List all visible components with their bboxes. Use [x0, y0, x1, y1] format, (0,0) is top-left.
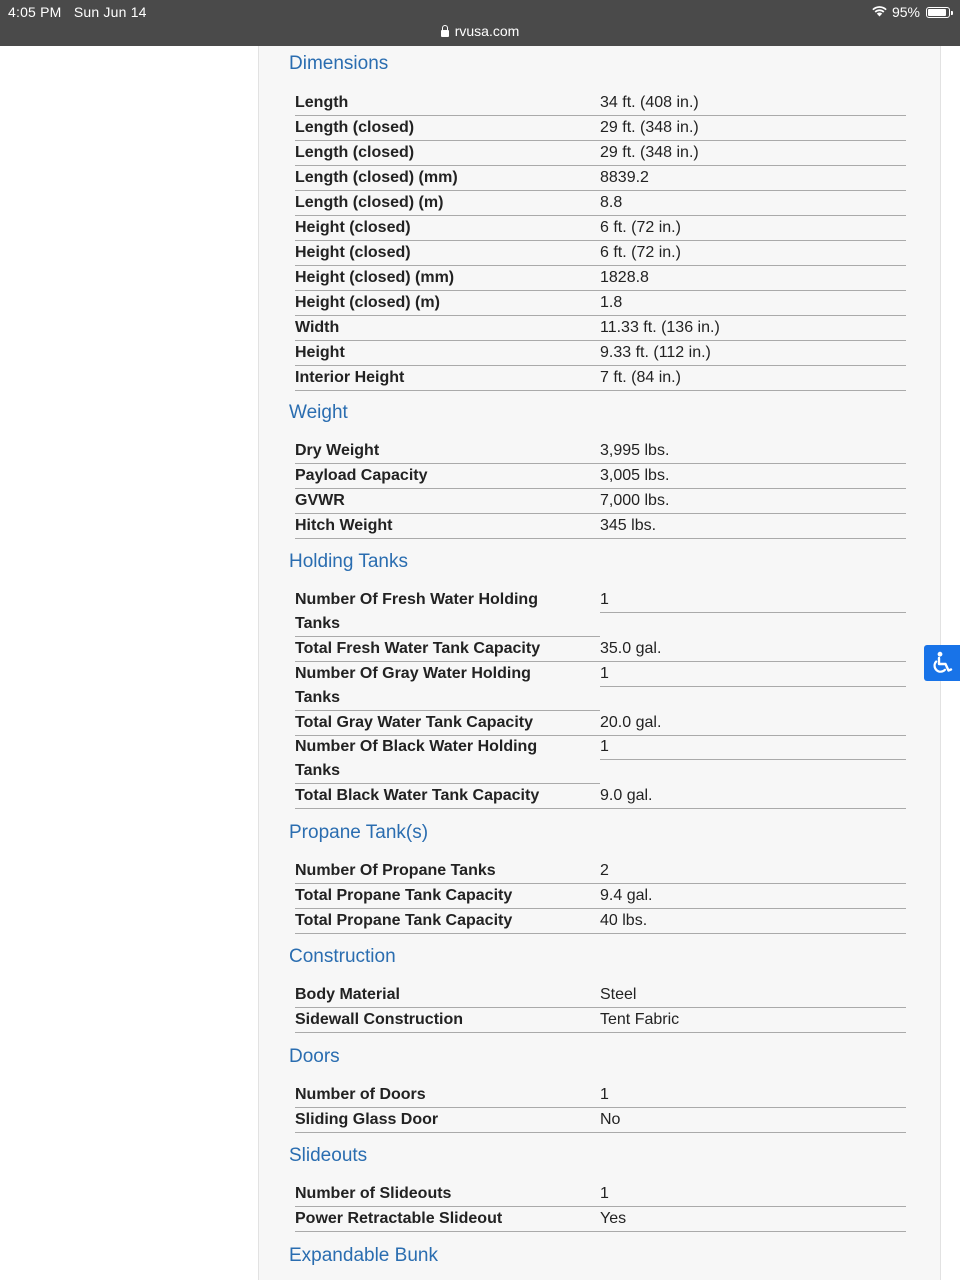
spec-value: Tent Fabric: [600, 1008, 906, 1033]
spec-label: Number Of Black Water Holding Tanks: [295, 735, 600, 784]
status-date: Sun Jun 14: [73, 4, 147, 20]
spec-label: Height (closed): [295, 241, 600, 266]
spec-value: 3,995 lbs.: [600, 439, 906, 464]
spec-label: Number Of Gray Water Holding Tanks: [295, 662, 600, 711]
spec-value: 1: [600, 662, 906, 687]
spec-value: 9.33 ft. (112 in.): [600, 341, 906, 366]
spec-label: Height (closed) (mm): [295, 266, 600, 291]
spec-value: 1828.8: [600, 266, 906, 291]
spec-label: Length (closed) (m): [295, 191, 600, 216]
spec-value: 345 lbs.: [600, 514, 906, 539]
spec-value: 34 ft. (408 in.): [600, 91, 906, 116]
spec-value: 1: [600, 1083, 906, 1108]
spec-label: Payload Capacity: [295, 464, 600, 489]
spec-value: 29 ft. (348 in.): [600, 116, 906, 141]
spec-value: 35.0 gal.: [600, 637, 906, 662]
spec-label: Sidewall Construction: [295, 1008, 600, 1033]
spec-label: Length (closed): [295, 116, 600, 141]
spec-label: Sliding Glass Door: [295, 1108, 600, 1133]
spec-label: Height (closed) (m): [295, 291, 600, 316]
spec-value: 8.8: [600, 191, 906, 216]
lock-icon: [441, 30, 449, 37]
spec-label: Total Gray Water Tank Capacity: [295, 711, 600, 736]
spec-value: 2: [600, 859, 906, 884]
spec-label: Number of Doors: [295, 1083, 600, 1108]
spec-label: Height (closed): [295, 216, 600, 241]
spec-label: GVWR: [295, 489, 600, 514]
spec-value: 1: [600, 588, 906, 613]
spec-value: Steel: [600, 983, 906, 1008]
spec-label: Power Retractable Slideout: [295, 1207, 600, 1232]
spec-label: Number Of Fresh Water Holding Tanks: [295, 588, 600, 637]
battery-level: [928, 9, 946, 16]
spec-label: Height: [295, 341, 600, 366]
spec-label: Number Of Propane Tanks: [295, 859, 600, 884]
wifi-icon: [871, 4, 888, 20]
spec-label: Total Black Water Tank Capacity: [295, 784, 600, 809]
spec-label: Length: [295, 91, 600, 116]
spec-label: Length (closed) (mm): [295, 166, 600, 191]
section-title: Weight: [289, 402, 348, 423]
spec-value: 9.0 gal.: [600, 784, 906, 809]
url-text: rvusa.com: [454, 23, 520, 39]
section-title: Slideouts: [289, 1145, 368, 1166]
spec-label: Number of Slideouts: [295, 1182, 600, 1207]
spec-value: 6 ft. (72 in.): [600, 241, 906, 266]
specs-panel: [258, 46, 941, 1280]
spec-label: Length (closed): [295, 141, 600, 166]
spec-value: 20.0 gal.: [600, 711, 906, 736]
spec-value: 6 ft. (72 in.): [600, 216, 906, 241]
status-time-date: [8, 4, 147, 20]
spec-value: 1: [600, 735, 906, 760]
spec-value: 1: [600, 1182, 906, 1207]
spec-value: 3,005 lbs.: [600, 464, 906, 489]
spec-value: 40 lbs.: [600, 909, 906, 934]
spec-value: 8839.2: [600, 166, 906, 191]
spec-label: Dry Weight: [295, 439, 600, 464]
section-title: Dimensions: [289, 53, 389, 74]
spec-value: Yes: [600, 1207, 906, 1232]
spec-value: 7,000 lbs.: [600, 489, 906, 514]
spec-value: 7 ft. (84 in.): [600, 366, 906, 391]
spec-value: 11.33 ft. (136 in.): [600, 316, 906, 341]
spec-label: Hitch Weight: [295, 514, 600, 539]
accessibility-icon: [931, 651, 953, 675]
spec-value: 1.8: [600, 291, 906, 316]
section-title: Construction: [289, 946, 396, 967]
section-title: Expandable Bunk: [289, 1245, 438, 1266]
status-indicators: [871, 4, 950, 20]
section-title: Propane Tank(s): [289, 822, 429, 843]
spec-label: Total Fresh Water Tank Capacity: [295, 637, 600, 662]
accessibility-button[interactable]: [924, 645, 960, 681]
spec-label: Interior Height: [295, 366, 600, 391]
spec-label: Width: [295, 316, 600, 341]
battery-icon: [926, 7, 950, 18]
spec-value: No: [600, 1108, 906, 1133]
spec-label: Total Propane Tank Capacity: [295, 884, 600, 909]
section-title: Doors: [289, 1046, 340, 1067]
spec-label: Total Propane Tank Capacity: [295, 909, 600, 934]
spec-label: Body Material: [295, 983, 600, 1008]
address-bar[interactable]: [0, 23, 960, 39]
status-time: 4:05 PM: [8, 4, 62, 20]
status-bar: [0, 0, 960, 46]
spec-value: 29 ft. (348 in.): [600, 141, 906, 166]
spec-value: 9.4 gal.: [600, 884, 906, 909]
battery-percent: 95%: [891, 4, 920, 20]
section-title: Holding Tanks: [289, 551, 409, 572]
